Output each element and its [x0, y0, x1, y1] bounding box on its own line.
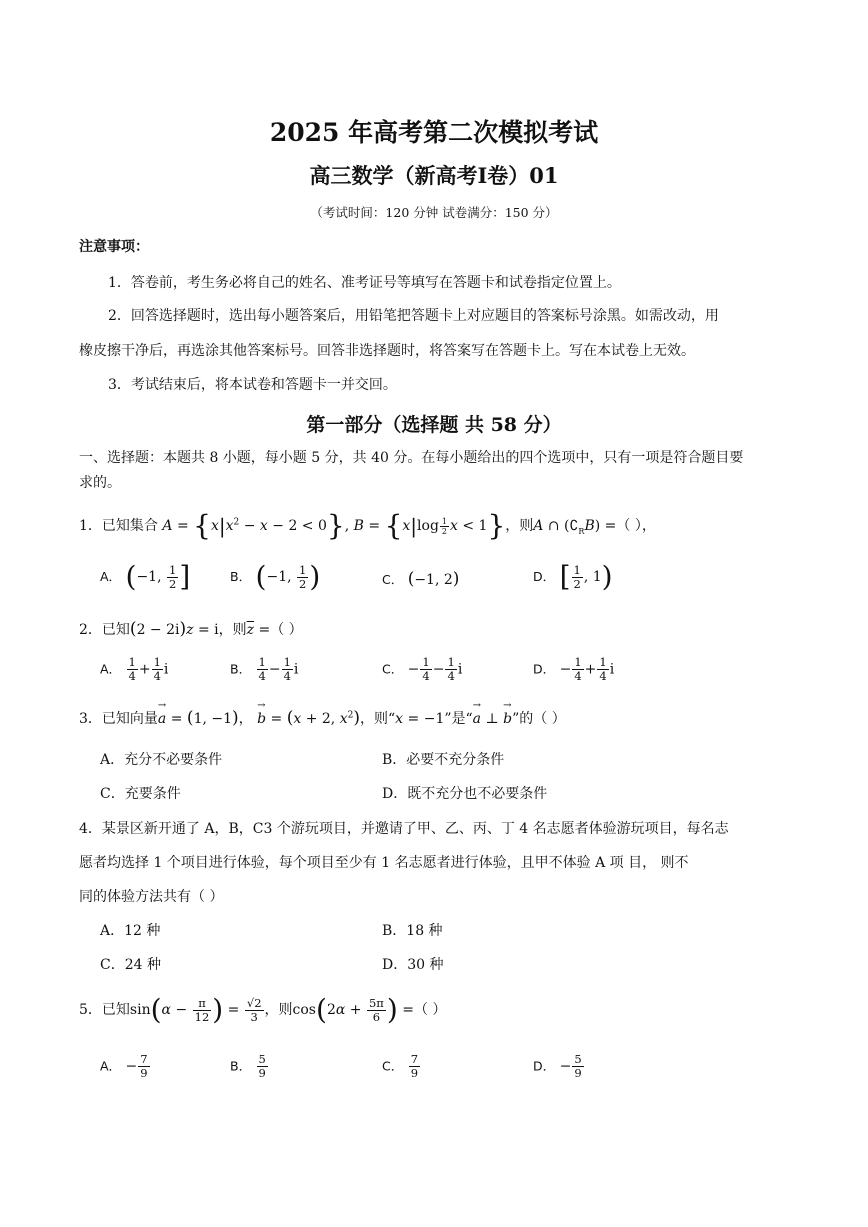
formula-intersection: A	[533, 518, 544, 534]
question-1-option-b[interactable]: B． (−1, $\frac{1}{2}$ )	[230, 560, 321, 593]
question-4-option-a[interactable]: A．12 种	[100, 923, 161, 939]
question-lead: 已知	[101, 622, 130, 638]
page-title: 2025 年高考第二次模拟考试	[269, 118, 599, 147]
question-4-stem-line-2: 愿者均选择 1 个项目进行体验，每个项目至少有 1 名志愿者进行体验，且甲不体验 A 项 目， 则不	[79, 855, 689, 871]
question-4-option-c[interactable]: C．24 种	[100, 957, 161, 973]
formula-vector-b: → b = (x + 2, $x^2$)	[257, 711, 360, 727]
question-3-option-a[interactable]: A．充分不必要条件	[100, 752, 223, 768]
question-number: 2．	[79, 622, 102, 638]
question-mid: ，则	[218, 622, 247, 638]
section-title: 第一部分（选择题 共 58 分）	[306, 414, 562, 436]
notice-item-2-line-1: 2．回答选择题时，选出每小题答案后，用铅笔把答题卡上对应题目的答案标号涂黑。如需改动，用	[108, 308, 719, 324]
question-1-stem: 1．已知集合 $A = \{x|x^2 - x - 2 < 0\}$, B = {x|log $\frac{1}{2}$ x < 1}，则A ∩ $(∁_RB)$ =（ ），	[79, 509, 656, 542]
notice-item-1: 1．答卷前，考生务必将自己的姓名、准考证号等填写在答题卡和试卷指定位置上。	[108, 275, 621, 291]
section-intro-line-1: 一、选择题：本题共 8 小题，每小题 5 分，共 40 分。在每小题给出的四个选项中，只有一项是符合题目要	[79, 450, 744, 466]
question-end: （ ），	[616, 518, 656, 534]
question-2-option-d[interactable]: D． − $\frac{1}{4}$ + $\frac{1}{4}$ i	[533, 655, 615, 683]
question-end: （ ）	[270, 622, 303, 638]
formula-sin: sin(α − $\frac{\pi}{12}$ ) = $\frac{√2}{3}$	[129, 993, 262, 1026]
question-mid: ，则	[264, 1002, 293, 1018]
question-5-stem	[79, 993, 447, 1026]
question-lead: 已知集合	[101, 518, 158, 534]
question-5-option-b[interactable]: B． $\frac{5}{9}$	[230, 1052, 266, 1080]
question-number: 1．	[79, 518, 102, 534]
question-2-option-c[interactable]: C． − $\frac{1}{4}$ − $\frac{1}{4}$ i	[382, 655, 463, 683]
notice-heading: 注意事项：	[79, 239, 149, 255]
question-lead: 已知向量	[101, 711, 158, 727]
formula-equation: (2 − 2i)z = i	[129, 619, 219, 639]
question-5-option-a[interactable]: A． − $\frac{7}{9}$	[100, 1052, 148, 1080]
page-subtitle: 高三数学（新高考I卷）01	[309, 163, 559, 188]
formula-vector-a: → a = (1, −1)	[158, 711, 239, 727]
section-intro-line-2: 求的。	[79, 475, 121, 491]
question-2-stem: 2．已知(2 − 2i)z = i，则$\overline{z}$ =（ ）	[79, 619, 303, 639]
question-lead: 已知	[101, 1002, 130, 1018]
question-3-option-c[interactable]: C．充要条件	[100, 786, 181, 802]
question-number: 5．	[79, 1002, 102, 1018]
question-tail: ，则	[505, 518, 534, 534]
question-4-stem-line-3: 同的体验方法共有（ ）	[79, 889, 224, 905]
question-number: 3．	[79, 711, 102, 727]
question-2-option-a[interactable]: A． $\frac{1}{4}$ + $\frac{1}{4}$ i	[100, 655, 169, 683]
formula-set-b: B	[353, 518, 364, 534]
question-mid: ，则	[360, 711, 388, 727]
question-1-option-d[interactable]: D． [ $\frac{1}{2}$ , 1)	[533, 560, 613, 593]
question-end: （ ）	[413, 1002, 447, 1018]
question-3-option-b[interactable]: B．必要不充分条件	[382, 752, 505, 768]
question-4-option-b[interactable]: B．18 种	[382, 923, 443, 939]
formula-conjugate-z: $\overline{z}$	[246, 622, 255, 638]
formula-cos: cos(2α + $\frac{5\pi}{6}$ ) =	[292, 993, 414, 1026]
question-2-option-b[interactable]: B． $\frac{1}{4}$ − $\frac{1}{4}$ i	[230, 655, 299, 683]
question-3-option-d[interactable]: D．既不充分也不必要条件	[382, 786, 548, 802]
question-1-option-c[interactable]: C． (−1, 2)	[382, 569, 460, 589]
question-end: 的（ ）	[519, 711, 566, 727]
exam-time-info: （考试时间：120 分钟 试卷满分：150 分）	[310, 205, 558, 220]
formula-set-a: A	[162, 518, 173, 534]
notice-item-3: 3．考试结束后，将本试卷和答题卡一并交回。	[108, 377, 397, 393]
question-5-option-d[interactable]: D． − $\frac{5}{9}$	[533, 1052, 582, 1080]
question-3-stem: 3．已知向量→ a = (1, −1)， → b = (x + 2, $x^2$)，则“x = −1”是“→ a ⊥ → b”的（ ）	[79, 708, 566, 728]
question-1-option-a[interactable]: A． (−1, $\frac{1}{2}$ ]	[100, 560, 191, 593]
question-4-option-d[interactable]: D．30 种	[382, 957, 444, 973]
question-5-option-c[interactable]: C． $\frac{7}{9}$	[382, 1052, 419, 1080]
formula-condition: “x = −1”是“→ a ⊥ → b”	[388, 711, 519, 727]
notice-item-2-line-2: 橡皮擦干净后，再选涂其他答案标号。回答非选择题时，将答案写在答题卡上。写在本试卷上无效。	[79, 343, 695, 359]
question-4-stem-line-1: 4．某景区新开通了 A，B，C3 个游玩项目，并邀请了甲、乙、丙、丁 4 名志愿者体验游玩项目，每名志	[79, 821, 729, 837]
